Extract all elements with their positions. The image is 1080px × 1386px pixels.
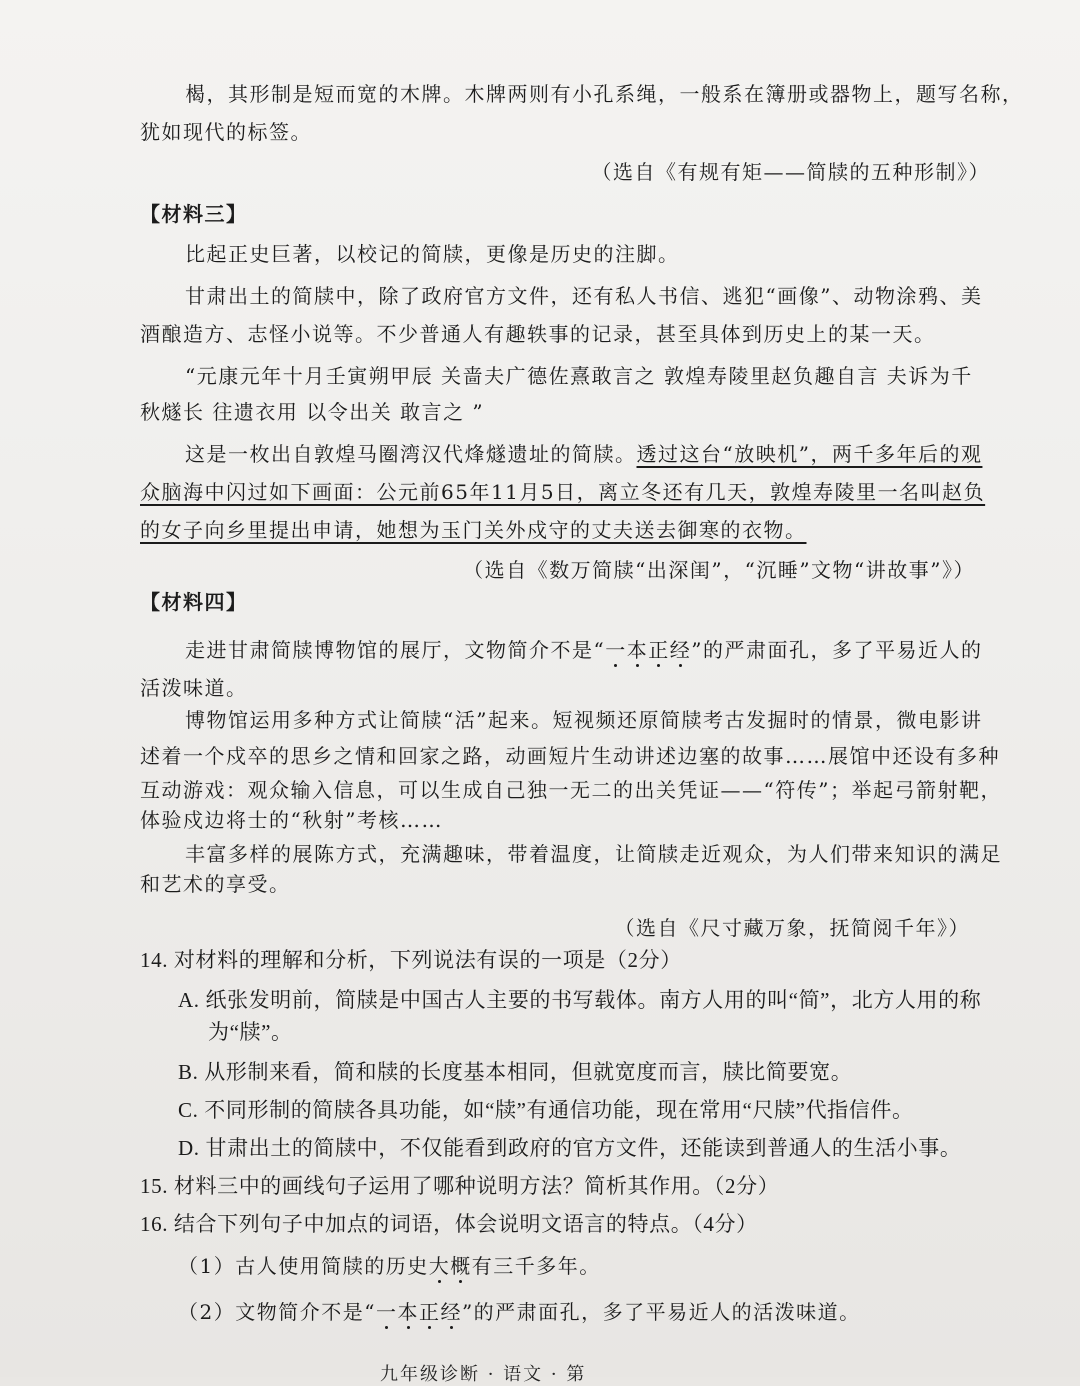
- material3-p2-line1: 甘肃出土的简牍中，除了政府官方文件，还有私人书信、逃犯“画像”、动物涂鸦、美: [185, 284, 983, 308]
- question-16-item-1: [178, 1252, 601, 1280]
- material4-p3-line1: 丰富多样的展陈方式，充满趣味，带着温度，让简牍走近观众，为人们带来知识的满足: [185, 842, 1002, 866]
- dotted-text: 一本正经: [375, 1300, 462, 1324]
- page-footer: 九年级诊断 · 语文 · 第: [380, 1364, 587, 1385]
- material3-heading: 【材料三】: [140, 202, 248, 226]
- material4-p2-line1: 博物馆运用多种方式让简牍“活”起来。短视频还原简牍考古发掘时的情景，微电影讲: [185, 708, 983, 732]
- material4-p3-line2: 和艺术的享受。: [140, 872, 291, 896]
- material4-p1-a: 走进甘肃简牍博物馆的展厅，文物简介不是“: [185, 638, 606, 662]
- material3-p3-line2: 秋燧长 往遗衣用 以令出关 敢言之 ”: [140, 400, 485, 424]
- q16-2-a: （2）文物简介不是“: [178, 1300, 376, 1324]
- material4-p2-line2: 述着一个戍卒的思乡之情和回家之路，动画短片生动讲述边塞的故事……展馆中还设有多种: [140, 744, 1000, 768]
- question-15: 15. 材料三中的画线句子运用了哪种说明方法？简析其作用。（2分）: [140, 1174, 780, 1198]
- material4-p2-line4: 体验戍边将士的“秋射”考核……: [140, 808, 443, 832]
- material4-p1-line2: 活泼味道。: [140, 676, 248, 700]
- material4-dotted-phrase: [605, 638, 691, 662]
- material4-heading: 【材料四】: [140, 590, 248, 614]
- question-14-option-c: C. 不同形制的简牍各具功能，如“牍”有通信功能，现在常用“尺牍”代指信件。: [178, 1098, 914, 1122]
- material3-p4-line3: 的女子向乡里提出申请，她想为玉门关外戍守的丈夫送去御寒的衣物。: [140, 518, 807, 542]
- material3-p4-underlined-a: 透过这台“放映机”，两千多年后的观: [636, 442, 983, 466]
- q16-1-b: 有三千多年。: [471, 1254, 601, 1278]
- dotted-text: 一本正经: [605, 638, 692, 662]
- material4-source: （选自《尺寸藏万象，抚简阅千年》）: [614, 916, 970, 940]
- material2-line2: 犹如现代的标签。: [140, 120, 312, 144]
- material3-p3-line1: “元康元年十月壬寅朔甲辰 关啬夫广德佐熹敢言之 敦煌寿陵里赵负趣自言 夫诉为千: [185, 364, 973, 388]
- dotted-text: 大概: [428, 1254, 472, 1278]
- question-14-option-b: B. 从形制来看，简和牍的长度基本相同，但就宽度而言，牍比简要宽。: [178, 1060, 853, 1084]
- material3-p4-line2: 众脑海中闪过如下画面：公元前65年11月5日，离立冬还有几天，敦煌寿陵里一名叫赵负: [140, 480, 986, 504]
- material3-p1: 比起正史巨著，以校记的简牍，更像是历史的注脚。: [185, 242, 680, 266]
- material3-p4-line1: [185, 440, 982, 468]
- material3-p4-plain: 这是一枚出自敦煌马圈湾汉代烽燧遗址的简牍。: [185, 442, 637, 466]
- q16-1-dotted-phrase: [429, 1254, 472, 1278]
- question-16: 16. 结合下列句子中加点的词语，体会说明文语言的特点。（4分）: [140, 1212, 758, 1236]
- material4-p1-line1: [185, 636, 982, 664]
- question-14-option-a-line2: 为“牍”。: [208, 1020, 293, 1044]
- material2-source: （选自《有规有矩——简牍的五种形制》）: [591, 160, 990, 184]
- material2-line1: 楬，其形制是短而宽的木牌。木牌两则有小孔系绳，一般系在簿册或器物上，题写名称，: [185, 82, 1024, 106]
- question-14-option-a-line1: A. 纸张发明前，简牍是中国古人主要的书写载体。南方人用的叫“简”，北方人用的称: [178, 988, 982, 1012]
- q16-2-b: ”的严肃面孔，多了平易近人的活泼味道。: [461, 1300, 861, 1324]
- material4-p2-line3: 互动游戏：观众输入信息，可以生成自己独一无二的出关凭证——“符传”；举起弓箭射靶，: [140, 778, 1002, 802]
- material3-source: （选自《数万简牍“出深闺”，“沉睡”文物“讲故事”》）: [463, 558, 975, 582]
- q16-2-dotted-phrase: [376, 1300, 462, 1324]
- q16-1-a: （1）古人使用简牍的历史: [178, 1254, 429, 1278]
- question-14-option-d: D. 甘肃出土的简牍中，不仅能看到政府的官方文件，还能读到普通人的生活小事。: [178, 1136, 962, 1160]
- material4-p1-b: ”的严肃面孔，多了平易近人的: [691, 638, 983, 662]
- question-14: 14. 对材料的理解和分析，下列说法有误的一项是（2分）: [140, 948, 682, 972]
- question-16-item-2: [178, 1298, 861, 1326]
- material3-p2-line2: 酒酿造方、志怪小说等。不少普通人有趣轶事的记录，甚至具体到历史上的某一天。: [140, 322, 936, 346]
